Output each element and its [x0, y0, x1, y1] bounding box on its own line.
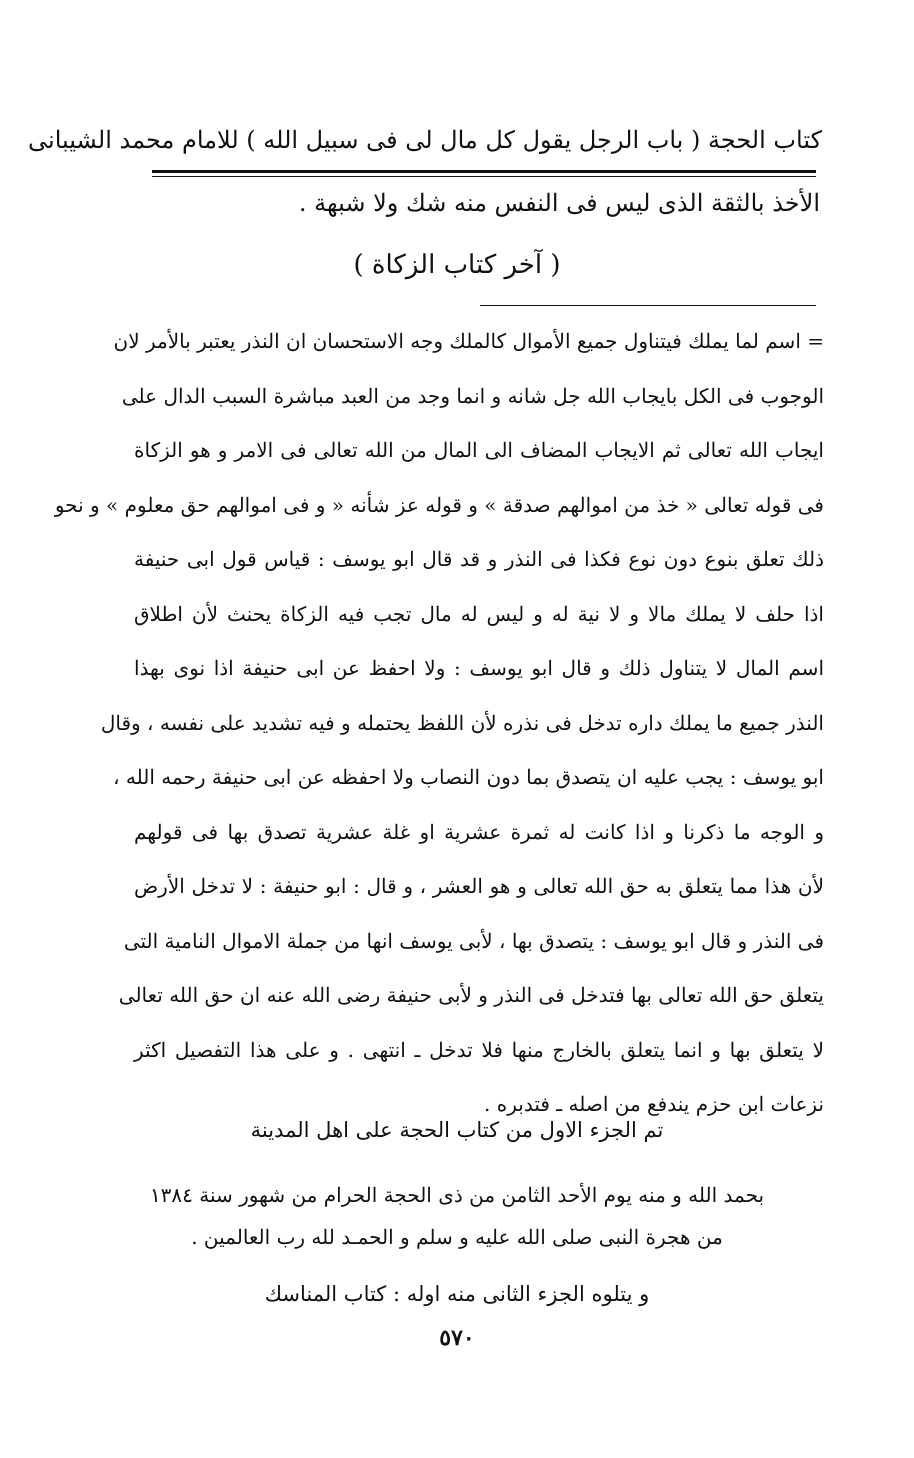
header-rule-thin	[152, 176, 816, 177]
footnote-line: اذا حلف لا يملك مالا و لا نية له و ليس له مال تجب فيه الزكاة يحنث لأن اطلاق	[134, 601, 824, 626]
footnote-line: نزعات ابن حزم يندفع من اصله ـ فتدبره .	[484, 1092, 824, 1116]
footnote	[54, 314, 824, 1132]
footnote-line: ابو يوسف : يجب عليه ان يتصدق بما دون النصاب ولا احفظه عن ابى حنيفة رحمه الله ،	[113, 765, 824, 789]
footnote-line: الوجوب فى الكل بايجاب الله جل شانه و انما وجد من العبد مباشرة السبب الدال على	[121, 383, 824, 408]
header-rule-thick	[152, 170, 816, 173]
colophon-title: تم الجزء الاول من كتاب الحجة على اهل المدينة	[250, 1118, 664, 1142]
footnote-line: يتعلق حق الله تعالى بها فتدخل فى النذر و لأبى حنيفة رضى الله عنه ان حق الله تعالى	[118, 983, 824, 1007]
chapter-closing-sentence: الأخذ بالثقة الذى ليس فى النفس منه شك ولا شبهة .	[298, 189, 820, 217]
footnote-line: فى قوله تعالى « خذ من اموالهم صدقة » و قوله عز شأنه « و فى اموالهم حق معلوم » و نحو	[54, 492, 824, 517]
footnote-line: ايجاب الله تعالى ثم الايجاب المضاف الى المال من الله تعالى فى الامر و هو الزكاة	[134, 438, 824, 462]
section-end-heading: ( آخر كتاب الزكاة )	[353, 250, 561, 280]
footnote-separator	[480, 305, 816, 306]
footnote-line: ذلك تعلق بنوع دون نوع فكذا فى النذر و قد قال ابو يوسف : قياس قول ابى حنيفة	[134, 547, 824, 571]
footnote-line: اسم المال لا يتناول ذلك و قال ابو يوسف : ولا احفظ عن ابى حنيفة اذا نوى بهذا	[134, 656, 824, 680]
colophon-date-line: من هجرة النبى صلى الله عليه و سلم و الحمـد لله رب العالمين .	[191, 1225, 723, 1249]
footnote-line: لأن هذا مما يتعلق به حق الله تعالى و هو العشر ، و قال : ابو حنيفة : لا تدخل الأرض	[134, 874, 824, 898]
page-number: ٥٧٠	[439, 1325, 475, 1351]
footnote-line: فى النذر و قال ابو يوسف : يتصدق بها ، لأبى يوسف انها من جملة الاموال النامية التى	[123, 928, 824, 953]
footnote-line: = اسم لما يملك فيتناول جميع الأموال كالملك وجه الاستحسان ان النذر يعتبر بالأمر لان	[113, 329, 824, 353]
colophon-next-part: و يتلوه الجزء الثانى منه اوله : كتاب المناسك	[264, 1282, 650, 1306]
footnote-line: و الوجه ما ذكرنا و اذا كانت له ثمرة عشرية او غلة عشرية تصدق بها فى قولهم	[134, 819, 824, 844]
footnote-line: لا يتعلق بها و انما يتعلق بالخارج منها فلا تدخل ـ انتهى . و على هذا التفصيل اكثر	[134, 1037, 824, 1062]
running-header: كتاب الحجة ( باب الرجل يقول كل مال لى فى سبيل الله ) للامام محمد الشيبانى	[28, 126, 822, 154]
colophon-date-line: بحمد الله و منه يوم الأحد الثامن من ذى الحجة الحرام من شهور سنة ١٣٨٤	[149, 1183, 765, 1207]
colophon	[0, 1100, 914, 1324]
footnote-line: النذر جميع ما يملك داره تدخل فى نذره لأن اللفظ يحتمله و فيه تشديد على نفسه ، وقال	[100, 710, 824, 735]
